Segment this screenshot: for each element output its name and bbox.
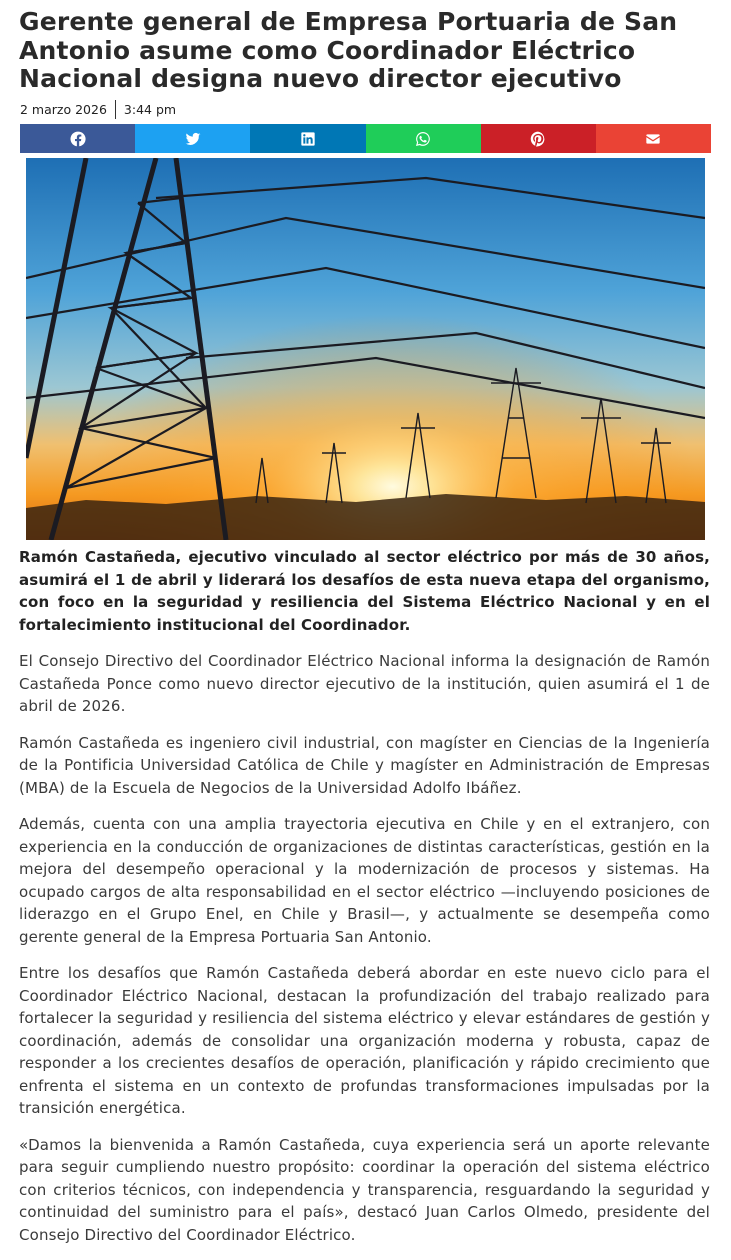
power-tower-illustration: [26, 158, 705, 540]
lead-paragraph: Ramón Castañeda, ejecutivo vinculado al sector eléctrico por más de 30 años, asumirá el 1 de abril y liderará los desafíos de esta nueva etapa del organismo, con foco en la seguridad y resiliencia del Sistema Eléctrico Nacional y en el fortalecimiento institucional del Coordinador.: [19, 548, 710, 634]
publish-date: 2 marzo 2026: [20, 101, 107, 117]
pinterest-icon: [530, 131, 546, 147]
body-paragraph-3: Además, cuenta con una amplia trayectoria ejecutiva en Chile y en el extranjero, con experiencia en la conducción de organizaciones de distintas características, gestión en la mejora del desempeño operacional y la modernización de procesos y sistemas. Ha ocupado cargos de alta responsabilidad en el sector eléctrico —incluyendo posiciones de liderazgo en el Grupo Enel, en Chile y Brasil—, y actualmente se desempeña como gerente general de la Empresa Portuaria San Antonio.: [19, 815, 710, 946]
linkedin-icon: [300, 131, 316, 147]
twitter-icon: [185, 131, 201, 147]
hero-image: [26, 158, 705, 540]
body-paragraph-1: El Consejo Directivo del Coordinador Eléctrico Nacional informa la designación de Ramón Castañeda Ponce como nuevo director ejecutivo de la institución, quien asumirá el 1 de abril de 2026.: [19, 652, 710, 715]
facebook-icon: [70, 131, 86, 147]
share-bar: [20, 124, 711, 153]
share-linkedin-button[interactable]: [250, 124, 365, 153]
article-title: Gerente general de Empresa Portuaria de San Antonio asume como Coordinador Eléctrico Nacional designa nuevo director ejecutivo: [19, 7, 678, 93]
share-facebook-button[interactable]: [20, 124, 135, 153]
share-twitter-button[interactable]: [135, 124, 250, 153]
whatsapp-icon: [415, 131, 431, 147]
body-paragraph-4: Entre los desafíos que Ramón Castañeda deberá abordar en este nuevo ciclo para el Coordinador Eléctrico Nacional, destacan la profundización del trabajo realizado para fortalecer la seguridad y resiliencia del sistema eléctrico y elevar estándares de gestión y coordinación, además de consolidar una organización moderna y robusta, capaz de responder a los crecientes desafíos de operación, planificación y rápido crecimiento que enfrenta el sistema en un contexto de profundas transformaciones impulsadas por la transición energética.: [19, 964, 710, 1117]
share-whatsapp-button[interactable]: [366, 124, 481, 153]
article-body: [19, 546, 710, 1260]
body-paragraph-2: Ramón Castañeda es ingeniero civil industrial, con magíster en Ciencias de la Ingeniería de la Pontificia Universidad Católica de Chile y magíster en Administración de Empresas (MBA) de la Escuela de Negocios de la Universidad Adolfo Ibáñez.: [19, 733, 710, 797]
email-icon: [645, 131, 661, 147]
body-paragraph-5: «Damos la bienvenida a Ramón Castañeda, cuya experiencia será un aporte relevante para seguir cumpliendo nuestro propósito: coordinar la operación del sistema eléctrico con criterios técnicos, con independencia y transparencia, resguardando la seguridad y continuidad del suministro para el país», destacó Juan Carlos Olmedo, presidente del Consejo Directivo del Coordinador Eléctrico.: [19, 1135, 710, 1244]
publish-time: 3:44 pm: [123, 101, 177, 117]
share-email-button[interactable]: [596, 124, 711, 153]
share-pinterest-button[interactable]: [481, 124, 596, 153]
meta-divider: [115, 100, 116, 119]
article-meta: [20, 99, 176, 119]
